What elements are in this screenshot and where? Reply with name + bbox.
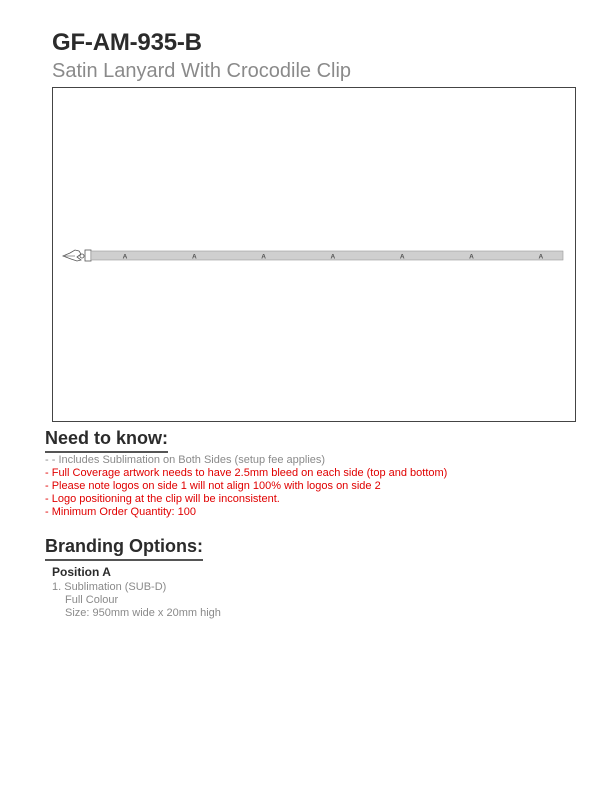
- logo-mark: A: [538, 253, 544, 261]
- need-to-know-list: [45, 454, 447, 519]
- logo-mark: A: [191, 253, 197, 261]
- position-title: Position A: [52, 565, 111, 579]
- logo-mark: A: [330, 253, 336, 261]
- logo-mark: A: [399, 253, 405, 261]
- list-item: - Full Coverage artwork needs to have 2.5mm bleed on each side (top and bottom): [45, 467, 448, 479]
- branding-options-heading: Branding Options:: [45, 536, 203, 561]
- branding-size: Size: 950mm wide x 20mm high: [65, 607, 221, 619]
- lanyard-end-cap: [85, 250, 91, 261]
- branding-method: 1. Sublimation (SUB-D): [52, 581, 167, 593]
- logo-mark: A: [122, 253, 128, 261]
- list-item: - Minimum Order Quantity: 100: [45, 506, 196, 518]
- list-item: - Please note logos on side 1 will not align 100% with logos on side 2: [45, 480, 381, 492]
- list-item: - Logo positioning at the clip will be inconsistent.: [45, 493, 280, 505]
- logo-mark: A: [261, 253, 266, 261]
- lanyard-illustration: [53, 88, 577, 423]
- crocodile-clip-icon: [63, 250, 84, 261]
- product-code: GF-AM-935-B: [52, 29, 202, 56]
- need-to-know-heading: Need to know:: [45, 428, 168, 453]
- product-name: Satin Lanyard With Crocodile Clip: [52, 60, 352, 82]
- lanyard-strap: [91, 251, 563, 260]
- product-illustration-frame: [52, 87, 576, 422]
- branding-details: [52, 581, 221, 620]
- branding-colour: Full Colour: [65, 594, 119, 606]
- logo-mark: A: [469, 253, 474, 261]
- list-item: - - Includes Sublimation on Both Sides (setup fee applies): [45, 454, 326, 466]
